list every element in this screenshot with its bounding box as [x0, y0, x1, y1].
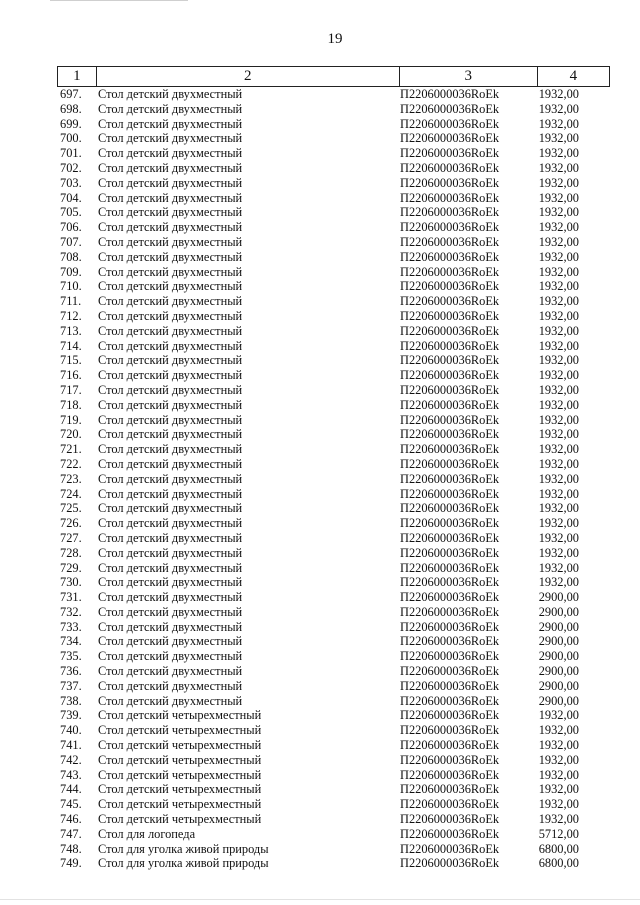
item-code: П2206000036RoEk — [400, 797, 500, 812]
page-number: 19 — [327, 31, 343, 47]
row-number: 703. — [60, 175, 82, 190]
table-row — [57, 324, 610, 339]
row-number: 749. — [60, 856, 82, 871]
table-row — [57, 590, 610, 605]
table-row — [57, 131, 610, 146]
item-code: П2206000036RoEk — [400, 131, 500, 146]
row-number: 734. — [60, 634, 82, 649]
item-name: Стол детский двухместный — [98, 427, 243, 442]
table-row — [57, 176, 610, 191]
item-name: Стол детский двухместный — [98, 649, 243, 664]
table-row — [57, 679, 610, 694]
item-name: Стол детский двухместный — [98, 516, 243, 531]
item-price: 1932,00 — [538, 752, 579, 767]
item-price: 1932,00 — [538, 353, 579, 368]
item-price: 1932,00 — [538, 338, 579, 353]
row-number: 709. — [60, 264, 82, 279]
table-row — [57, 694, 610, 709]
item-code: П2206000036RoEk — [400, 220, 500, 235]
item-name: Стол детский двухместный — [98, 501, 243, 516]
column-header-4: 4 — [537, 67, 610, 86]
item-name: Стол детский двухместный — [98, 634, 243, 649]
item-price: 1932,00 — [538, 264, 579, 279]
item-name: Стол для уголка живой природы — [98, 841, 269, 856]
row-number: 712. — [60, 308, 82, 323]
item-code: П2206000036RoEk — [400, 160, 500, 175]
table-row — [57, 812, 610, 827]
table-row — [57, 827, 610, 842]
item-code: П2206000036RoEk — [400, 545, 500, 560]
item-code: П2206000036RoEk — [400, 826, 500, 841]
item-price: 1932,00 — [538, 516, 579, 531]
table-row — [57, 102, 610, 117]
item-price: 1932,00 — [538, 486, 579, 501]
row-number: 710. — [60, 279, 82, 294]
table-row — [57, 605, 610, 620]
item-name: Стол детский четырехместный — [98, 723, 262, 738]
row-number: 705. — [60, 205, 82, 220]
row-number: 713. — [60, 323, 82, 338]
row-number: 724. — [60, 486, 82, 501]
item-name: Стол детский двухместный — [98, 486, 243, 501]
item-code: П2206000036RoEk — [400, 368, 500, 383]
item-name: Стол детский двухместный — [98, 604, 243, 619]
row-number: 742. — [60, 752, 82, 767]
item-code: П2206000036RoEk — [400, 723, 500, 738]
item-name: Стол детский двухместный — [98, 308, 243, 323]
item-code: П2206000036RoEk — [400, 294, 500, 309]
item-price: 1932,00 — [538, 323, 579, 338]
row-number: 743. — [60, 767, 82, 782]
item-name: Стол детский двухместный — [98, 205, 243, 220]
item-price: 1932,00 — [538, 708, 579, 723]
row-number: 714. — [60, 338, 82, 353]
item-price: 2900,00 — [538, 590, 579, 605]
table-row — [57, 353, 610, 368]
item-code: П2206000036RoEk — [400, 279, 500, 294]
item-code: П2206000036RoEk — [400, 590, 500, 605]
table-body — [57, 87, 610, 871]
item-name: Стол детский двухместный — [98, 471, 243, 486]
item-code: П2206000036RoEk — [400, 693, 500, 708]
row-number: 707. — [60, 234, 82, 249]
row-number: 737. — [60, 678, 82, 693]
item-code: П2206000036RoEk — [400, 308, 500, 323]
row-number: 718. — [60, 397, 82, 412]
row-number: 701. — [60, 146, 82, 161]
table-row — [57, 797, 610, 812]
item-price: 1932,00 — [538, 575, 579, 590]
item-name: Стол детский четырехместный — [98, 797, 262, 812]
item-code: П2206000036RoEk — [400, 516, 500, 531]
item-code: П2206000036RoEk — [400, 767, 500, 782]
item-code: П2206000036RoEk — [400, 323, 500, 338]
item-price: 1932,00 — [538, 501, 579, 516]
item-name: Стол детский двухместный — [98, 368, 243, 383]
column-header-1: 1 — [57, 67, 96, 86]
item-code: П2206000036RoEk — [400, 841, 500, 856]
item-name: Стол детский двухместный — [98, 456, 243, 471]
item-code: П2206000036RoEk — [400, 560, 500, 575]
item-code: П2206000036RoEk — [400, 501, 500, 516]
item-price: 1932,00 — [538, 160, 579, 175]
item-price: 1932,00 — [538, 723, 579, 738]
item-price: 2900,00 — [538, 678, 579, 693]
item-name: Стол детский двухместный — [98, 575, 243, 590]
row-number: 741. — [60, 738, 82, 753]
item-code: П2206000036RoEk — [400, 575, 500, 590]
item-name: Стол детский двухместный — [98, 101, 243, 116]
item-price: 1932,00 — [538, 456, 579, 471]
row-number: 726. — [60, 516, 82, 531]
item-price: 1932,00 — [538, 116, 579, 131]
item-price: 2900,00 — [538, 634, 579, 649]
item-code: П2206000036RoEk — [400, 234, 500, 249]
item-price: 6800,00 — [538, 856, 579, 871]
item-price: 1932,00 — [538, 545, 579, 560]
row-number: 736. — [60, 664, 82, 679]
table-row — [57, 649, 610, 664]
row-number: 746. — [60, 812, 82, 827]
item-price: 1932,00 — [538, 279, 579, 294]
table-row — [57, 768, 610, 783]
item-name: Стол детский двухместный — [98, 338, 243, 353]
table-row — [57, 561, 610, 576]
table-row — [57, 309, 610, 324]
row-number: 745. — [60, 797, 82, 812]
item-name: Стол детский двухместный — [98, 560, 243, 575]
item-name: Стол детский двухместный — [98, 264, 243, 279]
row-number: 700. — [60, 131, 82, 146]
row-number: 702. — [60, 160, 82, 175]
item-name: Стол детский четырехместный — [98, 812, 262, 827]
item-code: П2206000036RoEk — [400, 664, 500, 679]
table-row — [57, 294, 610, 309]
table-row — [57, 265, 610, 280]
table-row — [57, 191, 610, 206]
item-price: 5712,00 — [538, 826, 579, 841]
row-number: 698. — [60, 101, 82, 116]
table-row — [57, 146, 610, 161]
table-row — [57, 501, 610, 516]
item-name: Стол детский двухместный — [98, 693, 243, 708]
item-price: 1932,00 — [538, 131, 579, 146]
item-name: Стол детский двухместный — [98, 397, 243, 412]
item-name: Стол детский четырехместный — [98, 752, 262, 767]
row-number: 715. — [60, 353, 82, 368]
row-number: 729. — [60, 560, 82, 575]
item-price: 1932,00 — [538, 812, 579, 827]
table-row — [57, 279, 610, 294]
item-price: 1932,00 — [538, 471, 579, 486]
item-price: 2900,00 — [538, 604, 579, 619]
item-code: П2206000036RoEk — [400, 738, 500, 753]
table-row — [57, 531, 610, 546]
item-name: Стол детский двухместный — [98, 294, 243, 309]
item-name: Стол детский двухместный — [98, 353, 243, 368]
row-number: 739. — [60, 708, 82, 723]
row-number: 723. — [60, 471, 82, 486]
row-number: 732. — [60, 604, 82, 619]
item-code: П2206000036RoEk — [400, 604, 500, 619]
row-number: 706. — [60, 220, 82, 235]
item-name: Стол детский двухместный — [98, 146, 243, 161]
item-code: П2206000036RoEk — [400, 87, 500, 101]
item-price: 1932,00 — [538, 294, 579, 309]
table-row — [57, 398, 610, 413]
item-code: П2206000036RoEk — [400, 634, 500, 649]
item-name: Стол детский двухместный — [98, 442, 243, 457]
item-name: Стол детский двухместный — [98, 279, 243, 294]
item-name: Стол детский двухместный — [98, 590, 243, 605]
item-name: Стол для уголка живой природы — [98, 856, 269, 871]
item-price: 1932,00 — [538, 175, 579, 190]
row-number: 748. — [60, 841, 82, 856]
item-code: П2206000036RoEk — [400, 116, 500, 131]
item-price: 1932,00 — [538, 412, 579, 427]
item-code: П2206000036RoEk — [400, 752, 500, 767]
item-code: П2206000036RoEk — [400, 249, 500, 264]
item-price: 6800,00 — [538, 841, 579, 856]
item-code: П2206000036RoEk — [400, 678, 500, 693]
item-code: П2206000036RoEk — [400, 264, 500, 279]
table-row — [57, 339, 610, 354]
table-row — [57, 161, 610, 176]
item-code: П2206000036RoEk — [400, 619, 500, 634]
item-code: П2206000036RoEk — [400, 175, 500, 190]
item-name: Стол детский двухместный — [98, 664, 243, 679]
table-row — [57, 235, 610, 250]
item-code: П2206000036RoEk — [400, 649, 500, 664]
item-name: Стол для логопеда — [98, 826, 196, 841]
item-price: 1932,00 — [538, 442, 579, 457]
inventory-table — [57, 66, 610, 871]
table-row — [57, 575, 610, 590]
row-number: 721. — [60, 442, 82, 457]
row-number: 735. — [60, 649, 82, 664]
row-number: 720. — [60, 427, 82, 442]
item-code: П2206000036RoEk — [400, 353, 500, 368]
item-price: 1932,00 — [538, 220, 579, 235]
table-row — [57, 250, 610, 265]
item-code: П2206000036RoEk — [400, 382, 500, 397]
table-row — [57, 738, 610, 753]
item-price: 1932,00 — [538, 205, 579, 220]
table-row — [57, 546, 610, 561]
item-price: 1932,00 — [538, 427, 579, 442]
item-code: П2206000036RoEk — [400, 427, 500, 442]
table-row — [57, 472, 610, 487]
item-price: 1932,00 — [538, 767, 579, 782]
row-number: 717. — [60, 382, 82, 397]
item-name: Стол детский двухместный — [98, 412, 243, 427]
row-number: 708. — [60, 249, 82, 264]
item-name: Стол детский двухместный — [98, 190, 243, 205]
item-price: 1932,00 — [538, 101, 579, 116]
row-number: 697. — [60, 87, 82, 101]
row-number: 722. — [60, 456, 82, 471]
item-price: 1932,00 — [538, 782, 579, 797]
item-price: 1932,00 — [538, 560, 579, 575]
item-price: 1932,00 — [538, 397, 579, 412]
table-row — [57, 413, 610, 428]
item-name: Стол детский четырехместный — [98, 708, 262, 723]
table-row — [57, 87, 610, 102]
row-number: 738. — [60, 693, 82, 708]
item-name: Стол детский четырехместный — [98, 738, 262, 753]
scan-edge-line — [0, 899, 640, 900]
item-price: 1932,00 — [538, 382, 579, 397]
item-name: Стол детский двухместный — [98, 175, 243, 190]
table-row — [57, 457, 610, 472]
item-price: 2900,00 — [538, 619, 579, 634]
table-row — [57, 753, 610, 768]
item-price: 1932,00 — [538, 738, 579, 753]
item-code: П2206000036RoEk — [400, 782, 500, 797]
row-number: 699. — [60, 116, 82, 131]
table-row — [57, 442, 610, 457]
row-number: 733. — [60, 619, 82, 634]
row-number: 730. — [60, 575, 82, 590]
item-price: 2900,00 — [538, 693, 579, 708]
row-number: 744. — [60, 782, 82, 797]
item-name: Стол детский двухместный — [98, 249, 243, 264]
item-code: П2206000036RoEk — [400, 338, 500, 353]
item-price: 1932,00 — [538, 530, 579, 545]
item-code: П2206000036RoEk — [400, 101, 500, 116]
row-number: 731. — [60, 590, 82, 605]
item-code: П2206000036RoEk — [400, 471, 500, 486]
item-name: Стол детский двухместный — [98, 220, 243, 235]
item-code: П2206000036RoEk — [400, 412, 500, 427]
item-code: П2206000036RoEk — [400, 530, 500, 545]
item-price: 1932,00 — [538, 190, 579, 205]
item-name: Стол детский двухместный — [98, 116, 243, 131]
table-row — [57, 708, 610, 723]
row-number: 728. — [60, 545, 82, 560]
table-row — [57, 516, 610, 531]
item-name: Стол детский двухместный — [98, 530, 243, 545]
column-header-3: 3 — [399, 67, 537, 86]
table-row — [57, 368, 610, 383]
row-number: 740. — [60, 723, 82, 738]
item-price: 1932,00 — [538, 249, 579, 264]
row-number: 747. — [60, 826, 82, 841]
table-row — [57, 220, 610, 235]
row-number: 711. — [60, 294, 82, 309]
table-row — [57, 487, 610, 502]
row-number: 727. — [60, 530, 82, 545]
item-name: Стол детский двухместный — [98, 160, 243, 175]
item-code: П2206000036RoEk — [400, 812, 500, 827]
item-name: Стол детский четырехместный — [98, 782, 262, 797]
item-price: 1932,00 — [538, 368, 579, 383]
item-name: Стол детский четырехместный — [98, 767, 262, 782]
item-price: 1932,00 — [538, 797, 579, 812]
item-name: Стол детский двухместный — [98, 131, 243, 146]
table-row — [57, 427, 610, 442]
item-name: Стол детский двухместный — [98, 678, 243, 693]
item-name: Стол детский двухместный — [98, 545, 243, 560]
item-price: 2900,00 — [538, 649, 579, 664]
table-row — [57, 620, 610, 635]
item-code: П2206000036RoEk — [400, 456, 500, 471]
item-price: 1932,00 — [538, 308, 579, 323]
item-name: Стол детский двухместный — [98, 619, 243, 634]
item-code: П2206000036RoEk — [400, 146, 500, 161]
item-price: 1932,00 — [538, 87, 579, 101]
item-price: 1932,00 — [538, 146, 579, 161]
row-number: 725. — [60, 501, 82, 516]
item-name: Стол детский двухместный — [98, 87, 243, 101]
table-row — [57, 383, 610, 398]
table-row — [57, 117, 610, 132]
row-number: 704. — [60, 190, 82, 205]
item-code: П2206000036RoEk — [400, 442, 500, 457]
item-code: П2206000036RoEk — [400, 486, 500, 501]
row-number: 716. — [60, 368, 82, 383]
table-row — [57, 664, 610, 679]
table-row — [57, 634, 610, 649]
item-code: П2206000036RoEk — [400, 205, 500, 220]
item-code: П2206000036RoEk — [400, 190, 500, 205]
table-row — [57, 842, 610, 857]
table-row — [57, 723, 610, 738]
item-name: Стол детский двухместный — [98, 234, 243, 249]
item-name: Стол детский двухместный — [98, 382, 243, 397]
scan-edge-line — [50, 0, 188, 1]
item-price: 2900,00 — [538, 664, 579, 679]
column-header-2: 2 — [96, 67, 399, 86]
table-row — [57, 205, 610, 220]
table-row — [57, 856, 610, 871]
table-header-row — [57, 66, 610, 87]
item-code: П2206000036RoEk — [400, 397, 500, 412]
item-code: П2206000036RoEk — [400, 856, 500, 871]
item-code: П2206000036RoEk — [400, 708, 500, 723]
item-name: Стол детский двухместный — [98, 323, 243, 338]
item-price: 1932,00 — [538, 234, 579, 249]
row-number: 719. — [60, 412, 82, 427]
table-row — [57, 782, 610, 797]
